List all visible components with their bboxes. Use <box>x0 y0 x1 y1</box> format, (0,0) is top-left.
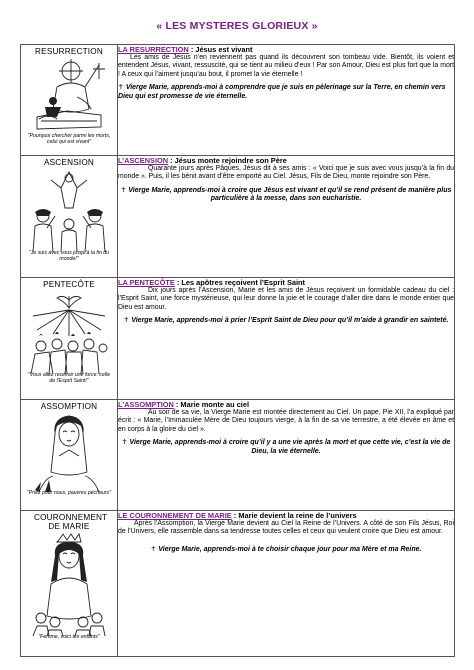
mystery-heading <box>118 278 454 287</box>
mystery-title: LE COURONNEMENT DE MARIE <box>118 511 232 520</box>
image-cell <box>21 400 118 511</box>
latin-cross-icon: ✝ <box>118 84 126 92</box>
mystery-row-couronnement <box>21 511 455 657</box>
prayer <box>118 439 454 456</box>
image-cell <box>21 278 118 400</box>
pentecost-illustration <box>27 290 111 374</box>
assumption-illustration <box>29 412 109 492</box>
prayer-text: Vierge Marie, apprends-moi à prier l’Esprit Saint de Dieu pour qu’il m’aide à grandir en sainteté. <box>131 317 449 325</box>
mystery-row-ascension <box>21 156 455 278</box>
image-label: RESURRECTION <box>35 47 103 56</box>
text-cell <box>118 400 455 511</box>
page-title: « LES MYSTERES GLORIEUX » <box>156 20 318 32</box>
mystery-heading <box>118 45 454 54</box>
mystery-heading <box>118 400 454 409</box>
mystery-title: LA RESURRECTION <box>118 45 189 54</box>
image-caption: "Femme, voici tes enfants" <box>38 634 100 640</box>
image-label: PENTECÔTE <box>43 280 95 289</box>
prayer-text: Vierge Marie, apprends-moi à comprendre que je suis en pèlerinage sur la Terre, en chemin vers Dieu qui est promesse de vie éternelle. <box>118 84 446 100</box>
prayer-text: Vierge Marie, apprends-moi à croire qu’il y a une vie après la mort et que cette vie, c’est la vie de Dieu, la vie éternelle. <box>129 439 451 455</box>
prayer-text: Vierge Marie, apprends-moi à te choisir chaque jour pour ma Mère et ma Reine. <box>158 545 422 553</box>
mystery-description: Après l’Assomption, la Vierge Marie devient au Ciel la Reine de l’Univers. A côté de son Fils Jésus, Roi de l’Univers, elle rassemble dans sa tendresse toutes celles et ceux qui veulent croire que Dieu est amour. <box>118 520 454 536</box>
resurrection-illustration <box>27 57 111 135</box>
prayer <box>118 84 454 101</box>
mystery-row-assomption <box>21 400 455 511</box>
mystery-description: Dix jours après l’Ascension, Marie et les amis de Jésus reçoivent un formidable cadeau du ciel : l’Esprit Saint, une force mystérieuse, qui leur donne la joie et le courage d’aller dire dans le monde entier que Dieu est amour. <box>118 287 454 311</box>
image-label: ASSOMPTION <box>40 402 98 411</box>
image-label: ASCENSION <box>43 158 95 167</box>
mystery-title: L’ASSOMPTION <box>118 400 174 409</box>
text-cell <box>118 511 455 657</box>
image-caption: "Je suis avec vous jusqu'à la fin du monde!" <box>28 250 110 262</box>
mystery-description: Au soir de sa vie, la Vierge Marie est montée directement au Ciel. Un pape, Pie XII, l’a expliqué par écrit : « Marie, l’Immaculée Mère de Dieu toujours vierge, à la fin de sa vie terrestre, a été élevée en âme et en corps à la gloire du ciel ». <box>118 409 454 433</box>
text-cell <box>118 278 455 400</box>
prayer <box>118 187 454 204</box>
latin-cross-icon: ✝ <box>121 439 130 447</box>
mystery-title: L’ASCENSION <box>118 156 169 165</box>
prayer <box>118 317 454 326</box>
mystery-row-resurrection <box>21 45 455 156</box>
latin-cross-icon: ✝ <box>150 545 159 553</box>
ascension-illustration <box>27 168 111 252</box>
mystery-row-pentecote <box>21 278 455 400</box>
prayer-text: Vierge Marie, apprends-moi à croire que Jésus est vivant et qu’il se rend présent de manière plus particulière à la messe, dans son eucharistie. <box>128 186 452 203</box>
image-caption: "Pourquoi chercher parmi les morts, celui qui est vivant" <box>27 133 111 145</box>
mystery-title: LA PENTECÔTE <box>118 278 175 287</box>
image-caption: "Priez pour nous, pauvres pécheurs" <box>26 490 112 496</box>
mystery-subtitle: : Les apôtres reçoivent l’Esprit Saint <box>174 278 306 287</box>
image-cell <box>21 45 118 156</box>
text-cell <box>118 156 455 278</box>
mystery-description: Les amis de Jésus n’en reviennent pas quand ils découvrent son tombeau vide. Bientôt, ils voient et entendent Jésus, vivant, ressuscité, qui se tient au milieu d’eux ! Par son Amour, Dieu est plus fort que la mort ! A ceux qui l’aiment jusqu’au bout, il promet la vie éternelle ! <box>118 54 454 78</box>
latin-cross-icon: ✝ <box>123 317 132 325</box>
mystery-subtitle: : Marie devient la reine de l’univers <box>231 511 357 520</box>
prayer <box>118 546 454 555</box>
coronation-illustration <box>29 532 109 636</box>
text-cell <box>118 45 455 156</box>
image-caption: "Vous allez recevoir une force: celle de l'Esprit Saint!" <box>27 372 111 384</box>
mystery-description: Quarante jours après Pâques, Jésus dit à ses amis : « Voici que je suis avec vous jusqu’à la fin du monde ». Puis, il les bénit avant d’être emporté au Ciel. Jésus, Fils de Dieu, monte rejoindre son Père. <box>118 165 454 181</box>
latin-cross-icon: ✝ <box>120 186 129 194</box>
mysteries-table <box>20 44 455 657</box>
image-label: COURONNEMENT DE MARIE <box>34 513 108 531</box>
image-cell <box>21 511 118 657</box>
mystery-subtitle: : Marie monte au ciel <box>173 400 250 409</box>
mystery-subtitle: : Jésus est vivant <box>188 45 253 54</box>
mystery-heading <box>118 511 454 520</box>
mystery-heading <box>118 156 454 165</box>
image-cell <box>21 156 118 278</box>
mystery-subtitle: : Jésus monte rejoindre son Père <box>168 156 287 165</box>
